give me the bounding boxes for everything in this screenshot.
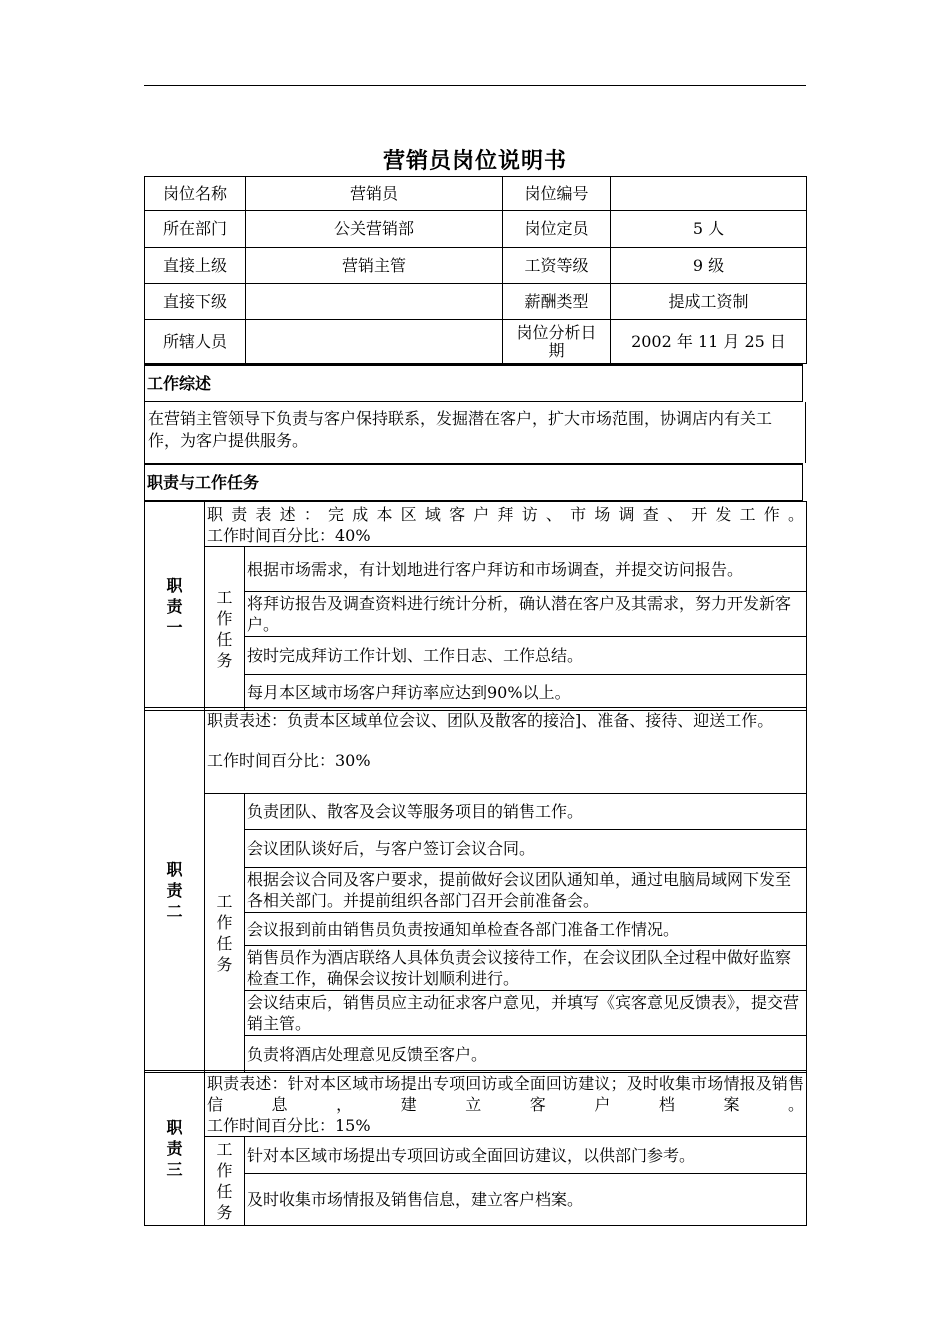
info-value: 营销主管 [246, 248, 503, 284]
task-label: 工作任务 [205, 547, 245, 711]
duty-description [205, 502, 807, 547]
duty-time-percent: 工作时间百分比：30% [207, 751, 371, 770]
duty-label: 职责三 [145, 1071, 205, 1226]
info-label: 直接下级 [145, 284, 246, 320]
task-item: 根据市场需求，有计划地进行客户拜访和市场调查，并提交访问报告。 [245, 547, 807, 592]
task-item: 会议报到前由销售员负责按通知单检查各部门准备工作情况。 [245, 913, 807, 946]
duty-table-2 [144, 707, 807, 1073]
duty-description [205, 1071, 807, 1137]
summary-text: 在营销主管领导下负责与客户保持联系，发掘潜在客户，扩大市场范围，协调店内有关工作，为客户提供服务。 [144, 402, 806, 463]
duty-label: 职责一 [145, 502, 205, 711]
task-label: 工作任务 [205, 1137, 245, 1226]
task-item: 销售员作为酒店联络人具体负责会议接待工作，在会议团队全过程中做好监察检查工作，确保会议按计划顺利进行。 [245, 946, 807, 991]
task-item: 针对本区域市场提出专项回访或全面回访建议，以供部门参考。 [245, 1137, 807, 1174]
task-item: 负责团队、散客及会议等服务项目的销售工作。 [245, 794, 807, 830]
task-item: 每月本区域市场客户拜访率应达到90%以上。 [245, 675, 807, 711]
info-value: 9 级 [611, 248, 807, 284]
duty-time-percent: 工作时间百分比：40% [207, 526, 371, 545]
task-item: 会议团队谈好后，与客户签订会议合同。 [245, 830, 807, 868]
info-value: 公关营销部 [246, 211, 503, 248]
task-item: 根据会议合同及客户要求，提前做好会议团队通知单，通过电脑局域网下发至各相关部门。并提前组织各部门召开会前准备会。 [245, 868, 807, 913]
info-label: 岗位分析日期 [503, 320, 611, 364]
info-value [611, 177, 807, 211]
info-value [246, 284, 503, 320]
duty-table-3 [144, 1070, 807, 1226]
info-row [145, 177, 807, 211]
info-value: 2002 年 11 月 25 日 [611, 320, 807, 364]
duty-table-1 [144, 501, 807, 711]
duty-statement: 职责表述：针对本区域市场提出专项回访或全面回访建议；及时收集市场情报及销售信息，建立客户档案。 [207, 1074, 805, 1114]
task-item: 按时完成拜访工作计划、工作日志、工作总结。 [245, 637, 807, 675]
task-item: 将拜访报告及调查资料进行统计分析，确认潜在客户及其需求，努力开发新客户。 [245, 592, 807, 637]
task-item: 负责将酒店处理意见反馈至客户。 [245, 1036, 807, 1073]
duty-label: 职责二 [145, 708, 205, 1073]
summary-heading: 工作综述 [144, 364, 803, 402]
header-rule [144, 85, 806, 86]
info-label: 工资等级 [503, 248, 611, 284]
info-value: 提成工资制 [611, 284, 807, 320]
info-label: 岗位名称 [145, 177, 246, 211]
duties-heading: 职责与工作任务 [144, 463, 803, 501]
duty-statement: 职责表述：负责本区域单位会议、团队及散客的接洽]、准备、接待、迎送工作。 [207, 711, 774, 730]
task-item: 会议结束后，销售员应主动征求客户意见，并填写《宾客意见反馈表》，提交营销主管。 [245, 991, 807, 1036]
info-value: 营销员 [246, 177, 503, 211]
document-title: 营销员岗位说明书 [382, 149, 567, 174]
duty-statement: 职责表述：完成本区域客户拜访、市场调查、开发工作。 [207, 505, 805, 524]
info-label: 薪酬类型 [503, 284, 611, 320]
info-row [145, 211, 807, 248]
info-row [145, 248, 807, 284]
info-label: 所在部门 [145, 211, 246, 248]
info-label: 岗位编号 [503, 177, 611, 211]
info-row [145, 320, 807, 364]
duty-time-percent: 工作时间百分比：15% [207, 1116, 371, 1135]
info-label: 岗位定员 [503, 211, 611, 248]
info-label: 直接上级 [145, 248, 246, 284]
info-table [144, 176, 807, 364]
info-value [246, 320, 503, 364]
info-label: 所辖人员 [145, 320, 246, 364]
task-item: 及时收集市场情报及销售信息，建立客户档案。 [245, 1174, 807, 1226]
task-label: 工作任务 [205, 794, 245, 1073]
info-value: 5 人 [611, 211, 807, 248]
duty-description [205, 708, 807, 794]
info-row [145, 284, 807, 320]
